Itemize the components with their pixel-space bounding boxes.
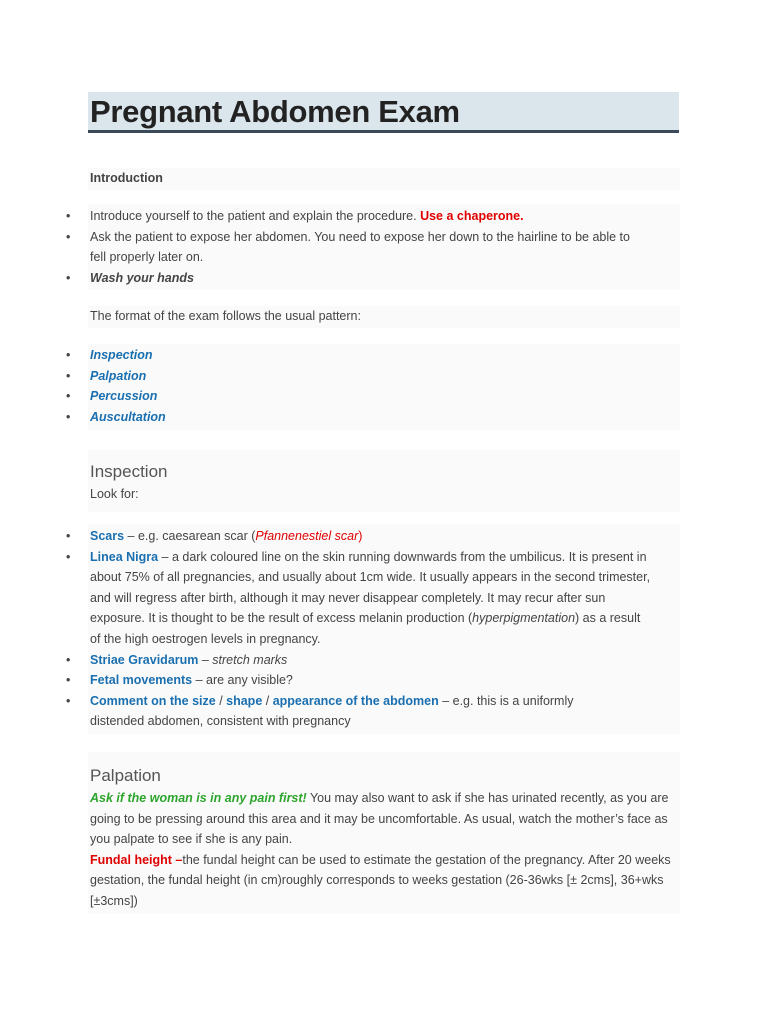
bullet-icon: • <box>66 652 71 667</box>
list-item[interactable] <box>60 366 680 387</box>
bullet-icon: • <box>66 529 71 543</box>
wash-hands-text: Wash your hands <box>90 270 194 285</box>
list-item <box>60 526 680 547</box>
list-item <box>60 268 680 289</box>
list-item <box>60 670 680 691</box>
list-item[interactable] <box>60 386 680 407</box>
list-item <box>60 691 680 732</box>
list-item <box>60 227 680 268</box>
link-inspection[interactable]: Inspection <box>90 348 153 362</box>
palpation-paragraph <box>88 788 680 912</box>
list-item[interactable] <box>60 407 680 428</box>
intro-heading-row <box>88 168 680 190</box>
format-text: The format of the exam follows the usual pattern: <box>90 309 361 323</box>
bullet-icon: • <box>66 549 71 564</box>
bullet-icon: • <box>66 348 71 362</box>
scars-term: Scars <box>90 529 125 543</box>
bullet-icon: • <box>66 229 71 244</box>
title-banner <box>88 92 679 133</box>
bullet-icon: • <box>66 270 71 285</box>
format-row <box>88 306 680 328</box>
comment-text: – e.g. this is a uniformly distended abdomen, consistent with pregnancy <box>90 693 574 729</box>
bullet-icon: • <box>66 409 71 424</box>
intro-item-text: Ask the patient to expose her abdomen. You need to expose her down to the hairline to be able to fell properly later on. <box>90 229 630 265</box>
list-item <box>60 650 680 671</box>
link-palpation[interactable]: Palpation <box>90 368 147 383</box>
linea-text: – a dark coloured line on the skin running downwards from the umbilicus. It is present in about 75% of all pregnancies, and usually about 1cm wide. It usually appears in the second trimester, and will regress after birth, although it may never disappear completely. It may recur after sun exposure. It is thought to be the result of excess melanin production ( <box>90 549 651 626</box>
fundal-term: Fundal height – <box>90 852 183 867</box>
striae-dash: – <box>198 652 213 667</box>
linea-text-end: ) as a result of the high oestrogen levels in pregnancy. <box>90 611 641 646</box>
intro-heading: Introduction <box>90 171 163 185</box>
inspection-heading: Inspection <box>90 462 168 481</box>
intro-list <box>60 206 680 288</box>
fundal-text: the fundal height can be used to estimate the gestation of the pregnancy. After 20 weeks gestation, the fundal height (in cm)roughly corresponds to weeks gestation (26-36wks [± 2cms], 36+wks [±3cms]) <box>90 852 671 908</box>
bullet-icon: • <box>66 368 71 383</box>
chaperone-note: Use a chaperone. <box>420 209 524 223</box>
bullet-icon: • <box>66 389 71 404</box>
bullet-icon: • <box>66 673 71 688</box>
scar-name: Pfannenestiel scar <box>255 529 359 543</box>
fetal-term: Fetal movements <box>90 673 193 688</box>
fetal-text: – are any visible? <box>192 673 293 688</box>
scars-close: ) <box>358 529 363 543</box>
scars-text: – e.g. caesarean scar ( <box>124 529 256 543</box>
list-item[interactable] <box>60 345 680 366</box>
linea-italic: hyperpigmentation <box>472 611 576 626</box>
comment-sep: / <box>215 693 227 708</box>
palpation-section <box>88 766 680 912</box>
link-percussion[interactable]: Percussion <box>90 389 158 404</box>
page-title: Pregnant Abdomen Exam <box>90 94 460 129</box>
list-item <box>60 547 680 650</box>
look-for-text: Look for: <box>90 487 139 501</box>
striae-term: Striae Gravidarum <box>90 652 199 667</box>
inspection-header <box>88 462 680 505</box>
pattern-list <box>60 345 680 427</box>
link-auscultation[interactable]: Auscultation <box>90 409 166 424</box>
palpation-text: You may also want to ask if she has urinated recently, as you are going to be pressing around this area and it may be uncomfortable. As usual, watch the mother’s face as you palpate to see if she is any pain. <box>90 791 669 847</box>
linea-term: Linea Nigra <box>90 549 159 564</box>
comment-appearance: appearance of the abdomen <box>272 693 439 708</box>
comment-size: Comment on the size <box>90 693 216 708</box>
comment-shape: shape <box>226 693 263 708</box>
list-item <box>60 206 680 227</box>
inspection-list <box>60 526 680 732</box>
bullet-icon: • <box>66 209 71 223</box>
palpation-heading: Palpation <box>90 766 161 785</box>
striae-italic: stretch marks <box>212 652 288 667</box>
intro-item-text: Introduce yourself to the patient and explain the procedure. <box>90 209 421 223</box>
pain-warning: Ask if the woman is in any pain first! <box>90 791 307 805</box>
comment-sep: / <box>262 693 273 708</box>
bullet-icon: • <box>66 693 71 708</box>
